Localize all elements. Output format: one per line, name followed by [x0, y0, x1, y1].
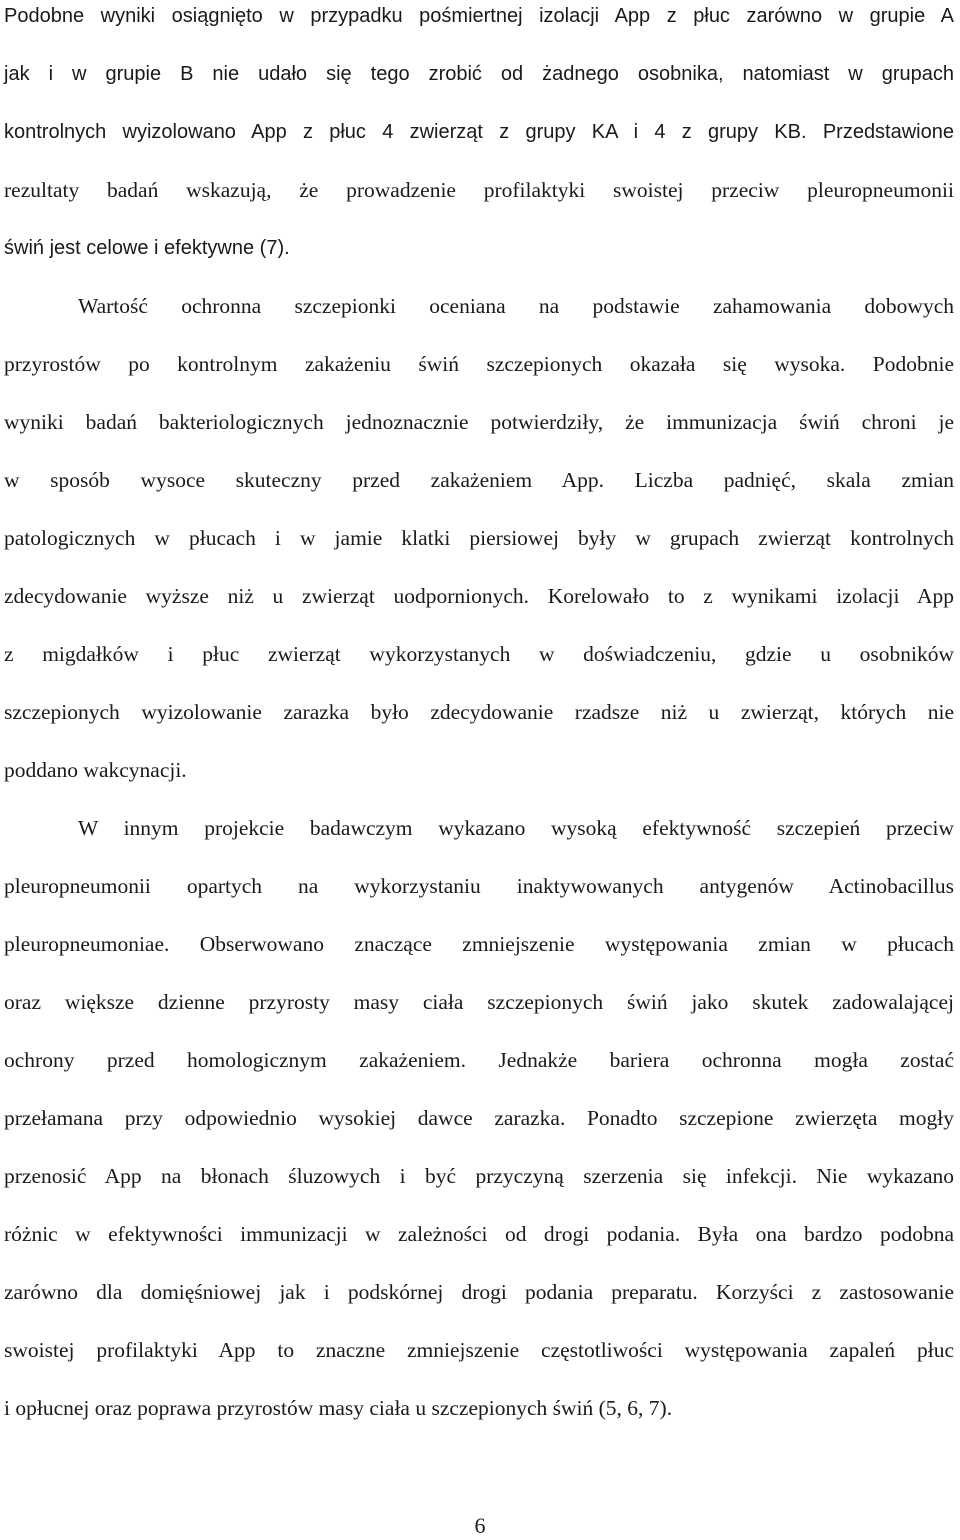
text-line: wyniki badań bakteriologicznych jednoznacznie potwierdziły, że immunizacja świń chroni je	[4, 410, 954, 434]
text-line: pleuropneumonii opartych na wykorzystaniu inaktywowanych antygenów Actinobacillus	[4, 874, 954, 898]
text-line: przełamana przy odpowiednio wysokiej dawce zarazka. Ponadto szczepione zwierzęta mogły	[4, 1106, 954, 1130]
text-line: Podobne wyniki osiągnięto w przypadku pośmiertnej izolacji App z płuc zarówno w grupie A	[4, 5, 954, 27]
text-line: kontrolnych wyizolowano App z płuc 4 zwierząt z grupy KA i 4 z grupy KB. Przedstawione	[4, 121, 954, 143]
text-line: w sposób wysoce skuteczny przed zakażeniem App. Liczba padnięć, skala zmian	[4, 468, 954, 492]
text-line: poddano wakcynacji.	[4, 758, 187, 782]
text-line: ochrony przed homologicznym zakażeniem. Jednakże bariera ochronna mogła zostać	[4, 1048, 954, 1072]
page-number: 6	[474, 1513, 486, 1538]
text-line: pleuropneumoniae. Obserwowano znaczące zmniejszenie występowania zmian w płucach	[4, 932, 954, 956]
text-line: szczepionych wyizolowanie zarazka było zdecydowanie rzadsze niż u zwierząt, których nie	[4, 700, 954, 724]
text-line: różnic w efektywności immunizacji w zależności od drogi podania. Była ona bardzo podobna	[4, 1222, 954, 1246]
text-line: rezultaty badań wskazują, że prowadzenie profilaktyki swoistej przeciw pleuropneumonii	[4, 178, 954, 202]
text-line: przenosić App na błonach śluzowych i być przyczyną szerzenia się infekcji. Nie wykazano	[4, 1164, 954, 1188]
text-line: jak i w grupie B nie udało się tego zrobić od żadnego osobnika, natomiast w grupach	[4, 63, 954, 85]
text-line: patologicznych w płucach i w jamie klatki piersiowej były w grupach zwierząt kontrolnych	[4, 526, 954, 550]
text-line: swoistej profilaktyki App to znaczne zmniejszenie częstotliwości występowania zapaleń płuc	[4, 1338, 954, 1362]
text-line: i opłucnej oraz poprawa przyrostów masy ciała u szczepionych świń (5, 6, 7).	[4, 1396, 673, 1420]
paragraph-first-line: W innym projekcie badawczym wykazano wysoką efektywność szczepień przeciw	[78, 816, 954, 840]
text-line: oraz większe dzienne przyrosty masy ciała szczepionych świń jako skutek zadowalającej	[4, 990, 954, 1014]
text-line: świń jest celowe i efektywne (7).	[4, 237, 290, 259]
text-line: zarówno dla domięśniowej jak i podskórnej drogi podania preparatu. Korzyści z zastosowanie	[4, 1280, 954, 1304]
text-line: zdecydowanie wyższe niż u zwierząt uodpornionych. Korelowało to z wynikami izolacji App	[4, 584, 954, 608]
text-line: z migdałków i płuc zwierząt wykorzystanych w doświadczeniu, gdzie u osobników	[4, 642, 954, 666]
paragraph-first-line: Wartość ochronna szczepionki oceniana na podstawie zahamowania dobowych	[78, 294, 954, 318]
text-line: przyrostów po kontrolnym zakażeniu świń szczepionych okazała się wysoka. Podobnie	[4, 352, 954, 376]
